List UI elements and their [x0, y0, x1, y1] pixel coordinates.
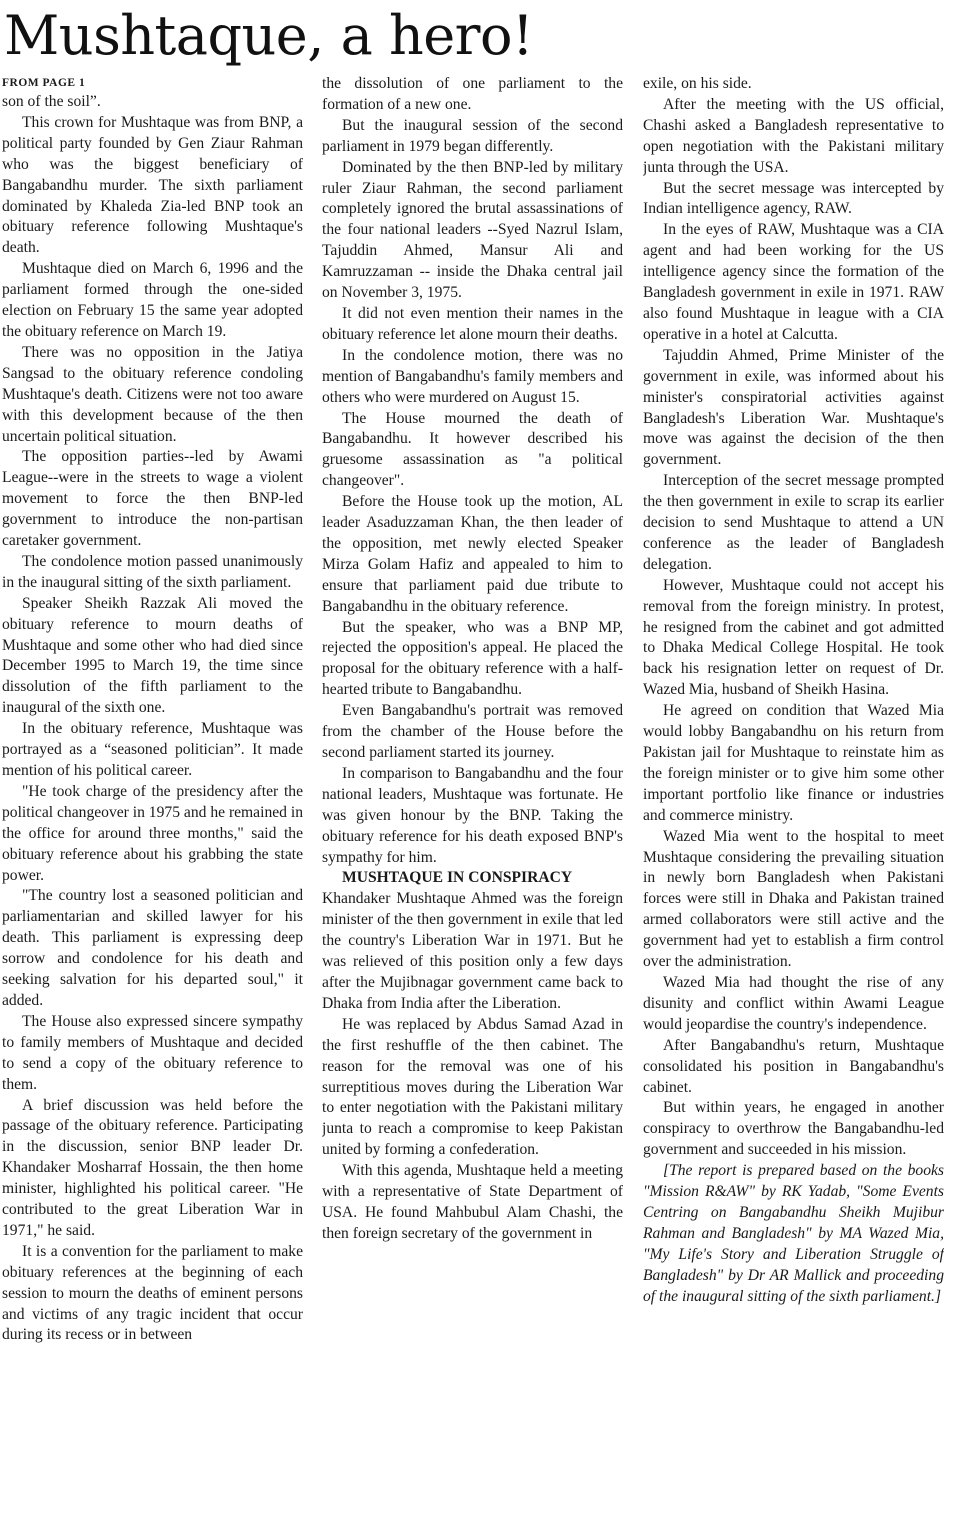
paragraph: Tajuddin Ahmed, Prime Minister of the government in exile, was informed about his minister's conspiratorial activities against Bangladesh's Liberation War. Mushtaque's move was against the decision of the then government. [643, 346, 944, 469]
paragraph: son of the soil”. [2, 93, 101, 110]
paragraph: Wazed Mia went to the hospital to meet Mushtaque considering the prevailing situation in newly born Bangladesh when Pakistani forces were still in Dhaka and Pakistan trained armed collaborators were still active and the government had yet to establish a firm control over the administration. [643, 827, 944, 971]
column-1 [2, 74, 303, 1530]
paragraph: It is a convention for the parliament to make obituary references at the beginning of each session to mourn the deaths of eminent persons and victims of any tragic incident that occur during its recess or in between [2, 1242, 303, 1344]
paragraph: The House also expressed sincere sympathy to family members of Mushtaque and decided to send a copy of the obituary reference to them. [2, 1012, 303, 1093]
paragraph: Speaker Sheikh Razzak Ali moved the obituary reference to mourn deaths of Mushtaque and some other who had died since December 1995 to March 19, the time since dissolution of the fifth parliament to the inaugural of the sixth one. [2, 594, 303, 717]
paragraph: In the condolence motion, there was no mention of Bangabandhu's family members and others who were murdered on August 15. [322, 346, 623, 406]
paragraph: In the obituary reference, Mushtaque was portrayed as a “seasoned politician”. It made mention of his political career. [2, 720, 303, 779]
paragraph: In the eyes of RAW, Mushtaque was a CIA agent and had been working for the US intelligence agency since the formation of the Bangladesh government in exile in 1971. RAW also found Mushtaque in league with a CIA operative in a hotel at Calcutta. [643, 221, 944, 343]
paragraph: Mushtaque died on March 6, 1996 and the parliament formed through the one-sided election on February 15 the same year adopted the obituary reference on March 19. [2, 260, 303, 340]
paragraph: But the secret message was intercepted by Indian intelligence agency, RAW. [643, 179, 944, 218]
paragraph: But within years, he engaged in another conspiracy to overthrow the Bangabandhu-led government and succeeded in his mission. [643, 1099, 944, 1159]
paragraph: The House mourned the death of Bangabandhu. It however described his gruesome assassination as "a political changeover". [322, 409, 623, 490]
paragraph: But the speaker, who was a BNP MP, rejected the opposition's appeal. He placed the proposal for the obituary reference with a half-hearted tribute to Bangabandhu. [322, 618, 623, 699]
paragraph: With this agenda, Mushtaque held a meeting with a representative of State Department of USA. He found Mahbubul Alam Chashi, the then foreign secretary of the government in [322, 1162, 623, 1242]
paragraph: Khandaker Mushtaque Ahmed was the foreign minister of the then government in exile that led the country's Liberation War in 1971. But he was relieved of this position only a few days after the Mujibnagar government came back to Dhaka from India after the Liberation. [322, 890, 623, 1012]
paragraph: The condolence motion passed unanimously in the inaugural sitting of the sixth parliament. [2, 552, 303, 591]
column-3 [643, 74, 944, 1530]
paragraph: Interception of the secret message prompted the then government in exile to scrap its earlier decision to send Mushtaque to attend a UN conference as the leader of Bangladesh delegation. [643, 472, 944, 573]
paragraph: He agreed on condition that Wazed Mia would lobby Bangabandhu on his return from Pakistan jail for Mushtaque to reinstate him as the foreign minister or to give him some other important portfolio like finance or industries and commerce ministry. [643, 702, 944, 824]
from-page-label: FROM PAGE 1 [2, 77, 86, 89]
paragraph: But the inaugural session of the second parliament in 1979 began differently. [322, 116, 623, 155]
paragraph: After the meeting with the US official, Chashi asked a Bangladesh representative to open negotiation with the Pakistani military junta through the USA. [643, 95, 944, 176]
source-credit: [The report is prepared based on the books "Mission R&AW" by RK Yadab, "Some Events Centring on Bangabandhu Sheikh Mujibur Rahman and Bangladesh" by MA Wazed Mia, "My Life's Story and Liberation Struggle of Bangladesh" by Dr AR Mallick and proceeding of the inaugural sitting of the sixth parliament.] [643, 1162, 944, 1305]
paragraph: Dominated by the then BNP-led by military ruler Ziaur Rahman, the second parliament completely ignored the brutal assassinations of the four national leaders --Syed Nazrul Islam, Tajuddin Ahmed, Mansur Ali and Kamruzzaman -- inside the Dhaka central jail on November 3, 1975. [322, 158, 623, 302]
paragraph: exile, on his side. [643, 75, 752, 92]
paragraph: Wazed Mia had thought the rise of any disunity and conflict within Awami League would jeopardise the country's independence. [643, 973, 944, 1033]
paragraph: Even Bangabandhu's portrait was removed from the chamber of the House before the second parliament started its journey. [322, 702, 623, 761]
paragraph: A brief discussion was held before the passage of the obituary reference. Participating in the discussion, senior BNP leader Dr. Khandaker Mosharraf Hossain, the then home minister, highlighted his political career. "He contributed to the great Liberation War in 1971," he said. [2, 1096, 303, 1239]
paragraph: After Bangabandhu's return, Mushtaque consolidated his position in Bangabandhu's cabinet. [643, 1036, 944, 1096]
paragraph: However, Mushtaque could not accept his removal from the foreign ministry. In protest, he resigned from the cabinet and got admitted to Dhaka Medical College Hospital. He took back his resignation letter on request of Dr. Wazed Mia, husband of Sheikh Hasina. [643, 576, 944, 699]
paragraph: the dissolution of one parliament to the formation of a new one. [322, 75, 623, 113]
paragraph: In comparison to Bangabandhu and the four national leaders, Mushtaque was fortunate. He was given honour by the BNP. Taking the obituary reference for his death exposed BNP's sympathy for him. [322, 764, 623, 866]
paragraph: Before the House took up the motion, AL leader Asaduzzaman Khan, the then leader of the opposition, met newly elected Speaker Mirza Golam Hafiz and appealed to him to ensure that parliament paid due tribute to Bangabandhu in the obituary reference. [322, 493, 623, 615]
column-2 [322, 74, 623, 1530]
paragraph: It did not even mention their names in the obituary reference let alone mourn their deaths. [322, 304, 623, 343]
paragraph: "The country lost a seasoned politician and parliamentarian and skilled lawyer for his death. This parliament is expressing deep sorrow and condolence for his death and seeking salvation for his departed soul," it added. [2, 887, 303, 1009]
paragraph: There was no opposition in the Jatiya Sangsad to the obituary reference condoling Mushtaque's death. Citizens were not too aware with this development because of the then uncertain political situation. [2, 343, 303, 445]
subheading: MUSHTAQUE IN CONSPIRACY [342, 869, 573, 887]
paragraph: "He took charge of the presidency after the political changeover in 1975 and he remained in the office for around three months," said the obituary reference about his grabbing the state power. [2, 782, 303, 884]
paragraph: This crown for Mushtaque was from BNP, a political party founded by Gen Ziaur Rahman who was the biggest beneficiary of Bangabandhu murder. The sixth parliament dominated by Khaleda Zia-led BNP took an obituary reference following Mushtaque's death. [2, 113, 303, 257]
paragraph: He was replaced by Abdus Samad Azad in the first reshuffle of the then cabinet. The reason for the removal was one of his surreptitious moves during the Liberation War to enter negotiation with the Pakistani military junta to reach a compromise to keep Pakistan united by forming a confederation. [322, 1015, 623, 1159]
paragraph: The opposition parties--led by Awami League--were in the streets to wage a violent movement to force the then BNP-led government to introduce the non-partisan caretaker government. [2, 448, 303, 550]
headline: Mushtaque, a hero! [4, 4, 534, 67]
